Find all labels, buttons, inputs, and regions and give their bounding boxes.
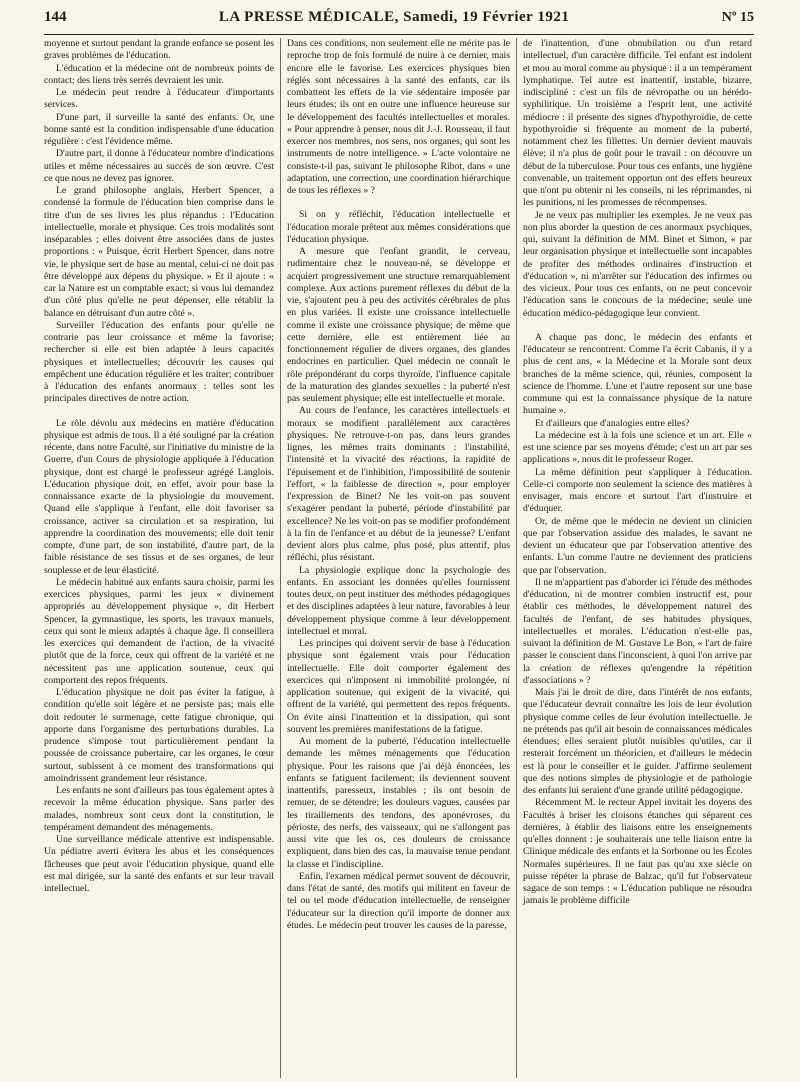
paragraph: Au cours de l'enfance, les caractères intellectuels et moraux se modifient parallèlement aux caractères physiques. Ne retrouve-t-on pas, dans leurs grandes lignes, les mêmes traits dominants : l'instabilité, l'intensité et la vivacité des réactions, la rapidité de l'épuisement et de l'inhibition, l'impossibilité de soutenir l'effort, « la faiblesse de direction », pour employer l'expression de Binet? Ne les voit-on pas souvent s'exagérer pendant la puberté, période d'instabilité par excellence? Ne les voit-on pas se modifier profondément à la fin de l'enfance et au début de la jeunesse? L'enfant devient alors plus calme, plus posé, plus attentif, plus réfléchi, plus résistant.	[287, 405, 510, 564]
paragraph: L'éducation physique ne doit pas éviter la fatigue, à condition qu'elle soit légère et ne persiste pas; mais elle doit redouter le surmenage, cette fatigue chronique, qui apporte dans l'organisme des perturbations durables. La prudence s'impose tout particulièrement pendant la poussée de croissance pubertaire, car les organes, le cœur surtout, subissent à ce moment des transformations qui amoindrissent grandement leur résistance.	[44, 687, 274, 784]
page-number: 144	[44, 9, 67, 25]
publication-title: LA PRESSE MÉDICALE, Samedi, 19 Février 1921	[218, 9, 570, 25]
page-header	[44, 0, 754, 35]
paragraph: D'une part, il surveille la santé des enfants. Or, une bonne santé est la condition indispensable d'une éducation régulière : c'est l'évidence même.	[44, 111, 274, 147]
paragraph: Le grand philosophe anglais, Herbert Spencer, a condensé la formule de l'éducation bien comprise dans le titre d'un de ses livres les plus répandus : l'Education intellectuelle, morale et physique. Ces trois modalités sont inséparables ; elles doivent être associées dans de justes proportions : « Puisque, écrit Herbert Spencer, dans notre vie, le physique sert de base au mental, celui-ci ne doit pas être développé aux dépens du physique. » Et il ajoute : « car la Nature est un comptable exact; si vous lui demandez d'un côté plus qu'elle ne peut dépenser, elle rétablit la balance en détruisant d'un autre côté ».	[44, 185, 274, 319]
text-columns	[44, 38, 754, 1078]
column-3	[516, 38, 752, 1078]
paragraph: Les enfants ne sont d'ailleurs pas tous également aptes à recevoir la même éducation physique. Sans parler des malades, nombreux sont ceux dont la constitution, le tempérament demandent des ménagements.	[44, 785, 274, 833]
paragraph: Surveiller l'éducation des enfants pour qu'elle ne contrarie pas leur croissance et même la favorise; rechercher si elle est bien adaptée à leurs capacités physiques et intellectuelles; découvrir les causes qui empêchent une éducation régulière et les traiter; contribuer à l'éducation des enfants anormaux : telles sont les principales directives de notre action.	[44, 319, 274, 405]
paragraph: La médecine est à la fois une science et un art. Elle « est une science par ses moyens d'étude; c'est un art par ses applications », nous dit le professeur Roger.	[523, 429, 752, 466]
paragraph: Mais j'ai le droit de dire, dans l'intérêt de nos enfants, que l'éducateur devrait connaître les lois de leur évolution physique comme celles de leur évolution intellectuelle. Je ne prétends pas qu'il ait besoin de connaissances médicales étendues; elles seraient plutôt nuisibles qu'utiles, car il resterait forcément un théoricien, et d'ailleurs le médecin est là pour le conseiller et le guider. J'affirme seulement que des notions simples de physiologie et de pathologie des enfants lui seraient d'une grande utilité pédagogique.	[523, 687, 752, 796]
paragraph: Une surveillance médicale attentive est indispensable. Un pédiatre averti évitera les abus et les conséquences fâcheuses que peut avoir l'éducation physique, quand elle est mal dirigée, sur la santé des enfants et sur leur travail intellectuel.	[44, 834, 274, 894]
paragraph: A mesure que l'enfant grandit, le cerveau, rudimentaire chez le nouveau-né, se développe et acquiert progressivement une structure remarquablement complexe. Aux actions purement réflexes du début de la vie, s'ajoutent peu à peu des activités cérébrales de plus en plus variées. Il existe une croissance intellectuelle comme il existe une croissance physique; de même que cette dernière, elle est entièrement liée au fonctionnement régulier de divers organes, des glandes endocrines en particulier. Quel médecin ne connaît le rôle prépondérant du corps thyroïde, l'influence capitale de la maturation des glandes sexuelles : la puberté n'est pas seulement physique; elle est intellectuelle et morale.	[287, 246, 510, 404]
paragraph: Le médecin peut rendre à l'éducateur d'importants services.	[44, 87, 274, 111]
column-1	[44, 38, 280, 1078]
paragraph: Le rôle dévolu aux médecins en matière d'éducation physique est admis de tous. Il a été souligné par la création récente, dans notre Faculté, sur l'initiative du ministre de la Guerre, d'un Cours de physiologie appliquée à l'éducation physique, dont est chargé le professeur agrégé Langlois. L'éducation physique doit, en effet, avoir pour base la connaissance exacte de la physiologie du mouvement. Quand elle s'applique à l'enfant, elle doit favoriser sa croissance, activer sa circulation et sa respiration, lui apprendre la coordination des mouvements; elle doit tenir compte, d'une part, de son instabilité, d'autre part, de la faible résistance de ses tissus et de ses organes, de leur souplesse et de leur élasticité.	[44, 417, 274, 576]
paragraph: Dans ces conditions, non seulement elle ne mérite pas le reproche trop de fois formulé de nuire à ce dernier, mais encore elle le favorise. Les exercices physiques bien réglés sont nécessaires à la santé des enfants, car ils combattent les effets de la vie sédentaire imposée par leurs études; ils ont en outre une influence heureuse sur le développement des facultés intellectuelles et morales. « Pour apprendre à penser, nous dit J.-J. Rousseau, il faut exercer nos membres, nos sens, nos organes, qui sont les instruments de notre intelligence. » L'acte volontaire ne consiste-t-il pas, suivant le philosophe Ribot, dans « une adaptation, une correction, une coordination hiérarchique de tous les réflexes » ?	[287, 38, 510, 196]
paragraph: Récemment M. le recteur Appel invitait les doyens des Facultés à briser les cloisons étanches qui séparent ces dernières, à établir des liaisons entre les enseignements qu'elles donnent : je souhaiterais une telle liaison entre la Clinique médicale des enfants et la Sorbonne ou les Écoles Normales supérieures. Il ne faut pas qu'au xxe siècle on puisse répéter la phrase de Balzac, qu'il fut l'observateur sagace de son temps : « L'éducation publique ne résoudra jamais le problème difficile	[523, 797, 752, 907]
paragraph: Au moment de la puberté, l'éducation intellectuelle demande les mêmes ménagements que l'éducation physique. Pour les raisons que j'ai déjà énoncées, les enfants se fatiguent facilement; ils deviennent souvent inattentifs, paresseux, instables ; ils ont besoin de remuer, de se détendre; les douleurs vagues, causées par les tiraillements des tendons, des aponévroses, du périoste, des nerfs, des vaisseaux, qui ne s'allongent pas aussi vite que les os, ces douleurs de croissance expliquent, dans bien des cas, la mauvaise tenue pendant la classe et l'indiscipline.	[287, 736, 510, 870]
column-2	[280, 38, 516, 1078]
paragraph: Les principes qui doivent servir de base à l'éducation physique sont également vrais pour l'éducation intellectuelle. Elle doit comporter également des exercices qui n'imposent ni immobilité prolongée, ni application soutenue, qui exigent de la vivacité, qui offrent de la variété, qui permettent des repos fréquents. On évite ainsi l'inattention et la dissipation, qui sont souvent les premières manifestations de la fatigue.	[287, 638, 510, 735]
paragraph: La physiologie explique donc la psychologie des enfants. En associant les données qu'elles fournissent toutes deux, on peut instituer des méthodes pédagogiques et des disciplines adaptées à leur nature, favorables à leur développement physique comme à leur développement intellectuel et moral.	[287, 564, 510, 637]
paragraph: Et d'ailleurs que d'analogies entre elles?	[535, 417, 690, 429]
paragraph: Si on y réfléchit, l'éducation intellectuelle et l'éducation morale prêtent aux mêmes considérations que l'éducation physique.	[287, 209, 510, 245]
paragraph: D'autre part, il donne à l'éducateur nombre d'indications utiles et même nécessaires au succès de son œuvre. C'est ce que nous ne devez pas ignorer.	[44, 148, 274, 184]
paragraph: de l'inattention, d'une obnubilation ou d'un retard intellectuel, d'un caractère difficile. Tel enfant est indolent et mou au moral comme au physique : il a un tempérament lymphatique. Tel autre est inattentif, instable, bizarre, indiscipliné : c'est un fils de névropathe ou un hérédo-syphilitique. Un troisième a l'esprit lent, une activité médiocre : il présente des signes d'hypothyroïdie, de cette hypothyroïdie si fréquente au moment de la puberté, notamment chez les fillettes. Un dernier devient mauvais élève; il n'a plus de goût pour le travail : on découvre un début de la tuberculose. Pour tous ces enfants, une hygiène convenable, un traitement opportun ont des effets heureux que n'ont pu obtenir ni les conseils, ni les réprimandes, ni les punitions, ni les promesses de récompenses.	[523, 38, 752, 209]
paragraph: Je ne veux pas multiplier les exemples. Je ne veux pas non plus aborder la question de ces anormaux psychiques, qui, suivant la définition de MM. Binet et Simon, « par leur organisation physique et intellectuelle sont incapables de profiter des méthodes ordinaires d'instruction et d'éducation », ni m'arrêter sur l'éducation des infirmes ou des vicieux. Pour tous ces enfants, on ne peut concevoir l'éducation sans le concours de la médecine; seule une éducation médico-pédagogique leur convient.	[523, 209, 752, 319]
paragraph: A chaque pas donc, le médecin des enfants et l'éducateur se rencontrent. Comme l'a écrit Cabanis, il y a plus de cent ans, « la Médecine et la Morale sont deux branches de la même science, qui, réunies, composent la science de l'homme. L'une et l'autre reposent sur une base commune qui est la connaissance physique de la nature humaine ».	[523, 331, 752, 417]
paragraph: L'éducation et la médecine ont de nombreux points de contact; des liens très serrés devraient les unir.	[44, 62, 274, 86]
paragraph: Il ne m'appartient pas d'aborder ici l'étude des méthodes d'éducation, ni de montrer combien instructif est, pour établir ces méthodes, le développement naturel des facultés de l'enfant, de ses habitudes physiques, intellectuelles et morales. L'éducation n'est-elle pas, suivant la définition de M. Gustave Le Bon, « l'art de faire passer le conscient dans l'inconscient, à quoi l'on arrive par la création de réflexes qu'engendre la répétition d'associations » ?	[523, 576, 752, 686]
paragraph: Le médecin habitué aux enfants saura choisir, parmi les exercices physiques, parmi les jeux « divinement appropriés au développement physique », dit Herbert Spencer, la gymnastique, les sports, les travaux manuels, ceux qui sont le mieux adaptés à chaque âge. Il conseillera les exercices qui demandent de l'action, de la vivacité plutôt que de la force, ceux qui offrent de la variété et ne nécessitent pas une application soutenue, ceux qui comportent des repos fréquents.	[44, 576, 274, 686]
paragraph: Or, de même que le médecin ne devient un clinicien que par l'observation assidue des malades, le savant ne devient un éducateur que par l'observation attentive des enfants. L'un comme l'autre ne deviennent des praticiens que par l'observation.	[523, 515, 752, 576]
paragraph: Enfin, l'examen médical permet souvent de découvrir, dans l'état de santé, des motifs qui militent en faveur de tel ou tel mode d'éducation intellectuelle, de renseigner l'éducateur sur la direction qu'il importe de donner aux études. Le médecin peut trouver les causes de la paresse,	[287, 870, 510, 931]
issue-number: Nº 15	[721, 10, 754, 25]
paragraph: La même définition peut s'appliquer à l'éducation. Celle-ci comporte non seulement la science des matières à envisager, mais encore et surtout l'art d'instruire et d'éduquer.	[523, 466, 752, 515]
paragraph: moyenne et surtout pendant la grande enfance se posent les graves problèmes de l'éducation.	[44, 38, 274, 62]
